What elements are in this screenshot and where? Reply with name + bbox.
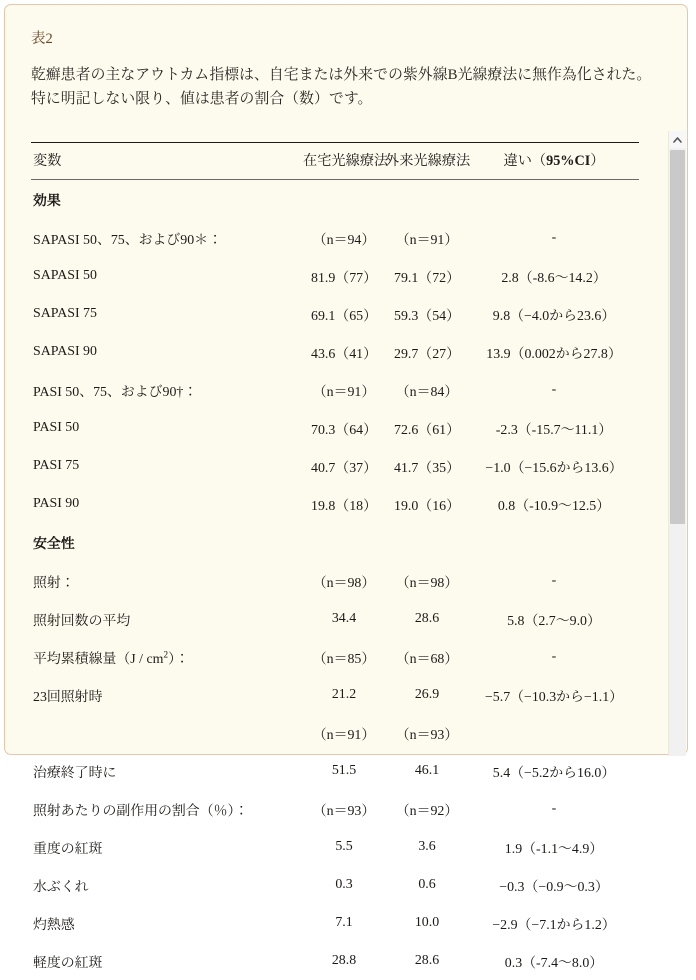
variable-text-after: ）： [168, 652, 189, 667]
table-row [31, 866, 639, 904]
variable-superscript: 2 [163, 650, 168, 660]
cell-difference [469, 714, 639, 752]
cell-variable: 軽度の紅斑 [31, 942, 303, 980]
cell-difference: −5.7（−10.3から−1.1） [469, 676, 639, 714]
difference-label-suffix: ） [590, 153, 604, 169]
cell-difference: 0.3（-7.4〜8.0） [469, 942, 639, 980]
cell-outpatient-phototherapy [385, 180, 469, 220]
chevron-up-icon [673, 137, 682, 143]
column-header-home-phototherapy: 在宅光線療法 [303, 143, 385, 180]
cell-difference: - [469, 562, 639, 600]
cell-home-phototherapy: 19.8（18） [303, 485, 385, 523]
cell-variable: 効果 [31, 180, 303, 220]
cell-home-phototherapy: 43.6（41） [303, 333, 385, 371]
cell-difference: −2.9（−7.1から1.2） [469, 904, 639, 942]
cell-difference: -2.3（‐15.7〜11.1） [469, 409, 639, 447]
cell-difference: 13.9（0.002から27.8） [469, 333, 639, 371]
table-caption: 乾癬患者の主なアウトカム指標は、自宅または外来での紫外線B光線療法に無作為化された。 特に明記しない限り、値は患者の割合（数）です。 [31, 64, 661, 112]
cell-outpatient-phototherapy: 79.1（72） [385, 257, 469, 295]
cell-difference: 5.8（2.7〜9.0） [469, 600, 639, 638]
cell-outpatient-phototherapy [385, 523, 469, 562]
cell-outpatient-phototherapy: 29.7（27） [385, 333, 469, 371]
table-row [31, 562, 639, 600]
table-head [31, 143, 639, 180]
cell-outpatient-phototherapy: 19.0（16） [385, 485, 469, 523]
cell-variable: PASI 50 [31, 409, 303, 447]
cell-difference: - [469, 790, 639, 828]
table-row [31, 257, 639, 295]
difference-label-ci: 95%CI [546, 153, 590, 169]
cell-difference: 9.8（−4.0から23.6） [469, 295, 639, 333]
cell-difference: - [469, 638, 639, 676]
cell-difference: 2.8（‐8.6〜14.2） [469, 257, 639, 295]
outcome-measures-table [31, 142, 639, 980]
cell-home-phototherapy: （n＝91） [303, 714, 385, 752]
cell-home-phototherapy: 7.1 [303, 904, 385, 942]
cell-variable [31, 638, 303, 676]
table-row [31, 828, 639, 866]
cell-home-phototherapy: 0.3 [303, 866, 385, 904]
cell-home-phototherapy [303, 180, 385, 220]
cell-outpatient-phototherapy: （n＝98） [385, 562, 469, 600]
cell-outpatient-phototherapy: 72.6（61） [385, 409, 469, 447]
column-header-outpatient-phototherapy: 外来光線療法 [385, 143, 469, 180]
cell-difference: 5.4（−5.2から16.0） [469, 752, 639, 790]
cell-outpatient-phototherapy: 10.0 [385, 904, 469, 942]
cell-outpatient-phototherapy: 41.7（35） [385, 447, 469, 485]
cell-difference [469, 523, 639, 562]
difference-label-prefix: 違い（ [504, 153, 547, 169]
cell-outpatient-phototherapy: （n＝92） [385, 790, 469, 828]
cell-home-phototherapy: （n＝85） [303, 638, 385, 676]
caption-block [5, 5, 687, 112]
table-row [31, 790, 639, 828]
table-scroll-viewport [5, 131, 655, 756]
cell-home-phototherapy [303, 523, 385, 562]
cell-variable: 23回照射時 [31, 676, 303, 714]
cell-variable: PASI 50、75、および90†： [31, 371, 303, 409]
cell-home-phototherapy: 34.4 [303, 600, 385, 638]
table-section-row [31, 523, 639, 562]
variable-text-before: 平均累積線量（J / cm [33, 652, 163, 667]
cell-outpatient-phototherapy: （n＝93） [385, 714, 469, 752]
table-section-row [31, 180, 639, 220]
cell-difference: 1.9（-1.1〜4.9） [469, 828, 639, 866]
cell-difference: - [469, 219, 639, 257]
cell-variable: 水ぶくれ [31, 866, 303, 904]
scrollbar-thumb[interactable] [670, 150, 685, 524]
cell-outpatient-phototherapy: （n＝91） [385, 219, 469, 257]
cell-variable: SAPASI 90 [31, 333, 303, 371]
cell-home-phototherapy: （n＝98） [303, 562, 385, 600]
table-row [31, 447, 639, 485]
table-row [31, 904, 639, 942]
cell-home-phototherapy: 21.2 [303, 676, 385, 714]
table-body [31, 180, 639, 980]
cell-variable: 照射あたりの副作用の割合（％）： [31, 790, 303, 828]
table-row [31, 371, 639, 409]
column-header-variable: 変数 [31, 143, 303, 180]
cell-home-phototherapy: 70.3（64） [303, 409, 385, 447]
table-row [31, 409, 639, 447]
table-row [31, 333, 639, 371]
cell-difference [469, 180, 639, 220]
cell-home-phototherapy: 69.1（65） [303, 295, 385, 333]
cell-home-phototherapy: 28.8 [303, 942, 385, 980]
cell-variable: SAPASI 50 [31, 257, 303, 295]
cell-difference: −0.3（−0.9〜0.3） [469, 866, 639, 904]
scrollbar-track[interactable] [669, 524, 686, 756]
cell-home-phototherapy: （n＝93） [303, 790, 385, 828]
table-row [31, 219, 639, 257]
cell-home-phototherapy: （n＝91） [303, 371, 385, 409]
cell-outpatient-phototherapy: （n＝84） [385, 371, 469, 409]
cell-outpatient-phototherapy: 28.6 [385, 942, 469, 980]
cell-variable: PASI 75 [31, 447, 303, 485]
table-row [31, 942, 639, 980]
table-scroll-region[interactable] [5, 131, 689, 756]
cell-difference: - [469, 371, 639, 409]
table-header-row [31, 143, 639, 180]
cell-home-phototherapy: 81.9（77） [303, 257, 385, 295]
cell-variable: PASI 90 [31, 485, 303, 523]
table-row [31, 638, 639, 676]
table-row [31, 714, 639, 752]
cell-home-phototherapy: 40.7（37） [303, 447, 385, 485]
cell-outpatient-phototherapy: （n＝68） [385, 638, 469, 676]
scroll-up-button[interactable] [669, 131, 686, 148]
cell-variable: 重度の紅斑 [31, 828, 303, 866]
cell-variable: 照射回数の平均 [31, 600, 303, 638]
cell-outpatient-phototherapy: 26.9 [385, 676, 469, 714]
cell-home-phototherapy: 51.5 [303, 752, 385, 790]
table-row [31, 485, 639, 523]
table-row [31, 676, 639, 714]
cell-variable [31, 714, 303, 752]
cell-home-phototherapy: （n＝94） [303, 219, 385, 257]
cell-outpatient-phototherapy: 0.6 [385, 866, 469, 904]
vertical-scrollbar[interactable] [668, 131, 686, 756]
cell-outpatient-phototherapy: 46.1 [385, 752, 469, 790]
cell-difference: 0.8（‐10.9〜12.5） [469, 485, 639, 523]
table-panel [4, 4, 688, 755]
cell-variable: 照射： [31, 562, 303, 600]
table-row [31, 295, 639, 333]
cell-difference: −1.0（−15.6から13.6） [469, 447, 639, 485]
cell-outpatient-phototherapy: 3.6 [385, 828, 469, 866]
cell-outpatient-phototherapy: 59.3（54） [385, 295, 469, 333]
cell-variable: SAPASI 50、75、および90＊： [31, 219, 303, 257]
cell-outpatient-phototherapy: 28.6 [385, 600, 469, 638]
column-header-difference [469, 143, 639, 180]
table-row [31, 752, 639, 790]
cell-variable: 治療終了時に [31, 752, 303, 790]
cell-variable: 安全性 [31, 523, 303, 562]
cell-variable: SAPASI 75 [31, 295, 303, 333]
table-title: 表2 [31, 31, 661, 48]
cell-home-phototherapy: 5.5 [303, 828, 385, 866]
cell-variable: 灼熱感 [31, 904, 303, 942]
table-row [31, 600, 639, 638]
